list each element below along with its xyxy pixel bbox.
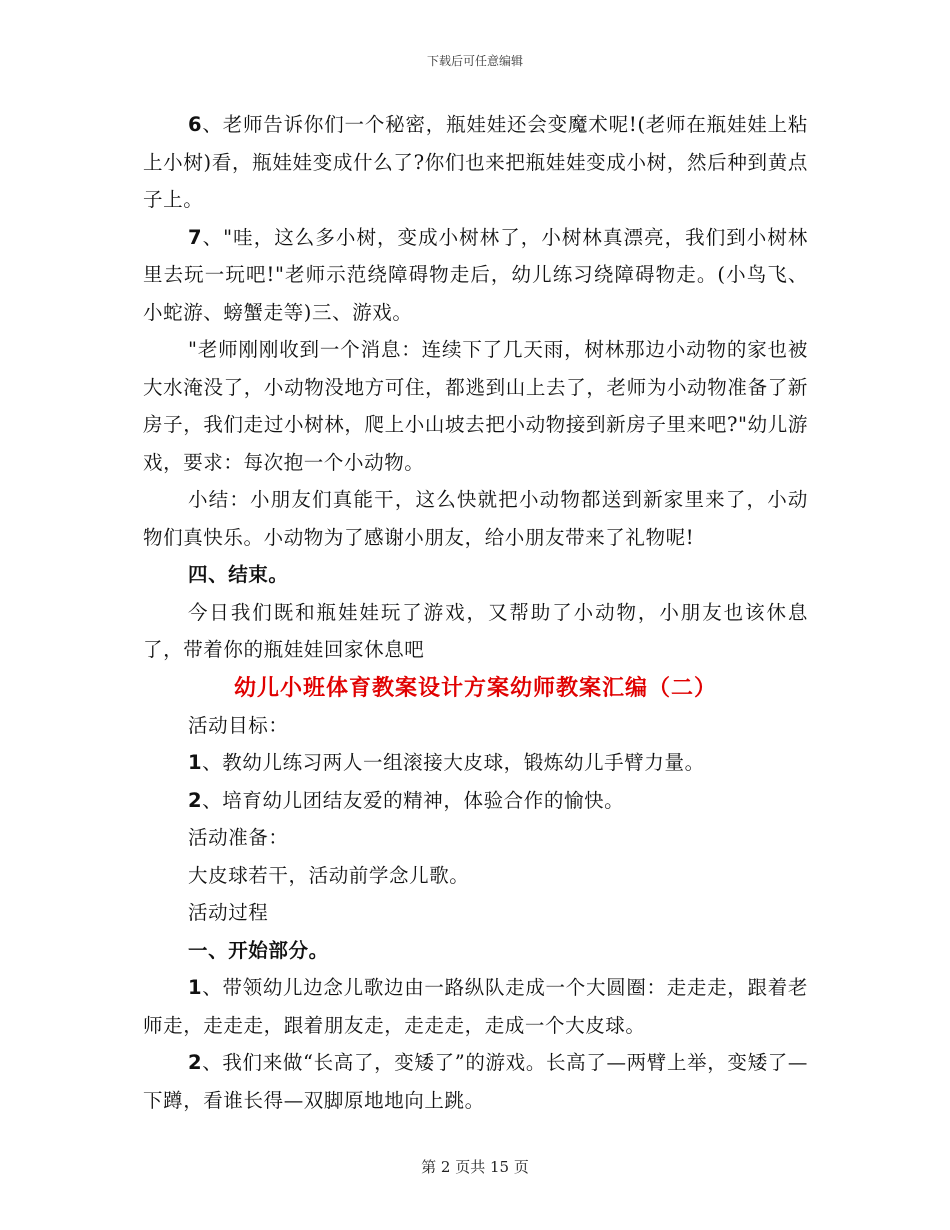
label-activity-goal: 活动目标：	[188, 713, 289, 737]
paragraph-message: "老师刚刚收到一个消息：连续下了几天雨，树林那边小动物的家也被大水淹没了，小动物没地方可住，都逃到山上去了，老师为小动物准备了新房子，我们走过小树林，爬上小山坡去把小动物接到新房子里来吧?"幼儿游戏，要求：每次抱一个小动物。	[143, 338, 808, 474]
paragraph-step-7	[143, 219, 808, 332]
heading-end: 四、结束。	[188, 563, 289, 586]
label-activity-prep: 活动准备：	[188, 826, 289, 849]
document-body	[143, 106, 808, 1119]
label-activity-process: 活动过程	[188, 901, 269, 924]
goal-item-1	[143, 744, 808, 782]
page-footer: 第 2 页共 15 页	[421, 1158, 529, 1176]
paragraph-summary: 小结：小朋友们真能干，这么快就把小动物都送到新家里来了，小动物们真快乐。小动物为了感谢小朋友，给小朋友带来了礼物呢!	[143, 488, 808, 549]
step-text: 、带领幼儿边念儿歌边由一路纵队走成一个大圆圈：走走走，跟着老师走，走走走，跟着朋友走，走走走，走成一个大皮球。	[143, 976, 808, 1037]
paragraph-start-step-2	[143, 1044, 808, 1119]
step-number: 2	[188, 1051, 203, 1074]
section-title: 幼儿小班体育教案设计方案幼师教案汇编（二）	[233, 674, 717, 701]
step-text: 、"哇，这么多小树，变成小树林了，小树林真漂亮，我们到小树林里去玩一玩吧!"老师示范绕障碍物走后，幼儿练习绕障碍物走。(小鸟飞、小蛇游、螃蟹走等)三、游戏。	[143, 225, 808, 324]
prep-text: 大皮球若干，活动前学念儿歌。	[188, 863, 470, 887]
step-number: 6	[188, 113, 203, 136]
paragraph-end: 今日我们既和瓶娃娃玩了游戏，又帮助了小动物，小朋友也该休息了，带着你的瓶娃娃回家休息吧	[143, 600, 808, 661]
step-number: 1	[188, 976, 203, 999]
goal-item-2	[143, 782, 808, 820]
step-text: 、我们来做“长高了，变矮了”的游戏。长高了—两臂上举，变矮了—下蹲，看谁长得—双脚原地地向上跳。	[143, 1051, 808, 1112]
goal-number: 2	[188, 788, 203, 812]
heading-start: 一、开始部分。	[188, 938, 329, 962]
goal-text: 、教幼儿练习两人一组滚接大皮球，锻炼幼儿手臂力量。	[202, 751, 705, 774]
step-number: 7	[188, 225, 203, 249]
paragraph-start-step-1	[143, 969, 808, 1044]
paragraph-step-6	[143, 106, 808, 219]
goal-text: 、培育幼儿团结友爱的精神，体验合作的愉快。	[202, 788, 625, 812]
step-text: 、老师告诉你们一个秘密，瓶娃娃还会变魔术呢!(老师在瓶娃娃上粘上小树)看，瓶娃娃变成什么了?你们也来把瓶娃娃变成小树，然后种到黄点子上。	[143, 113, 808, 211]
goal-number: 1	[188, 751, 203, 774]
page-header: 下载后可任意编辑	[426, 54, 523, 68]
